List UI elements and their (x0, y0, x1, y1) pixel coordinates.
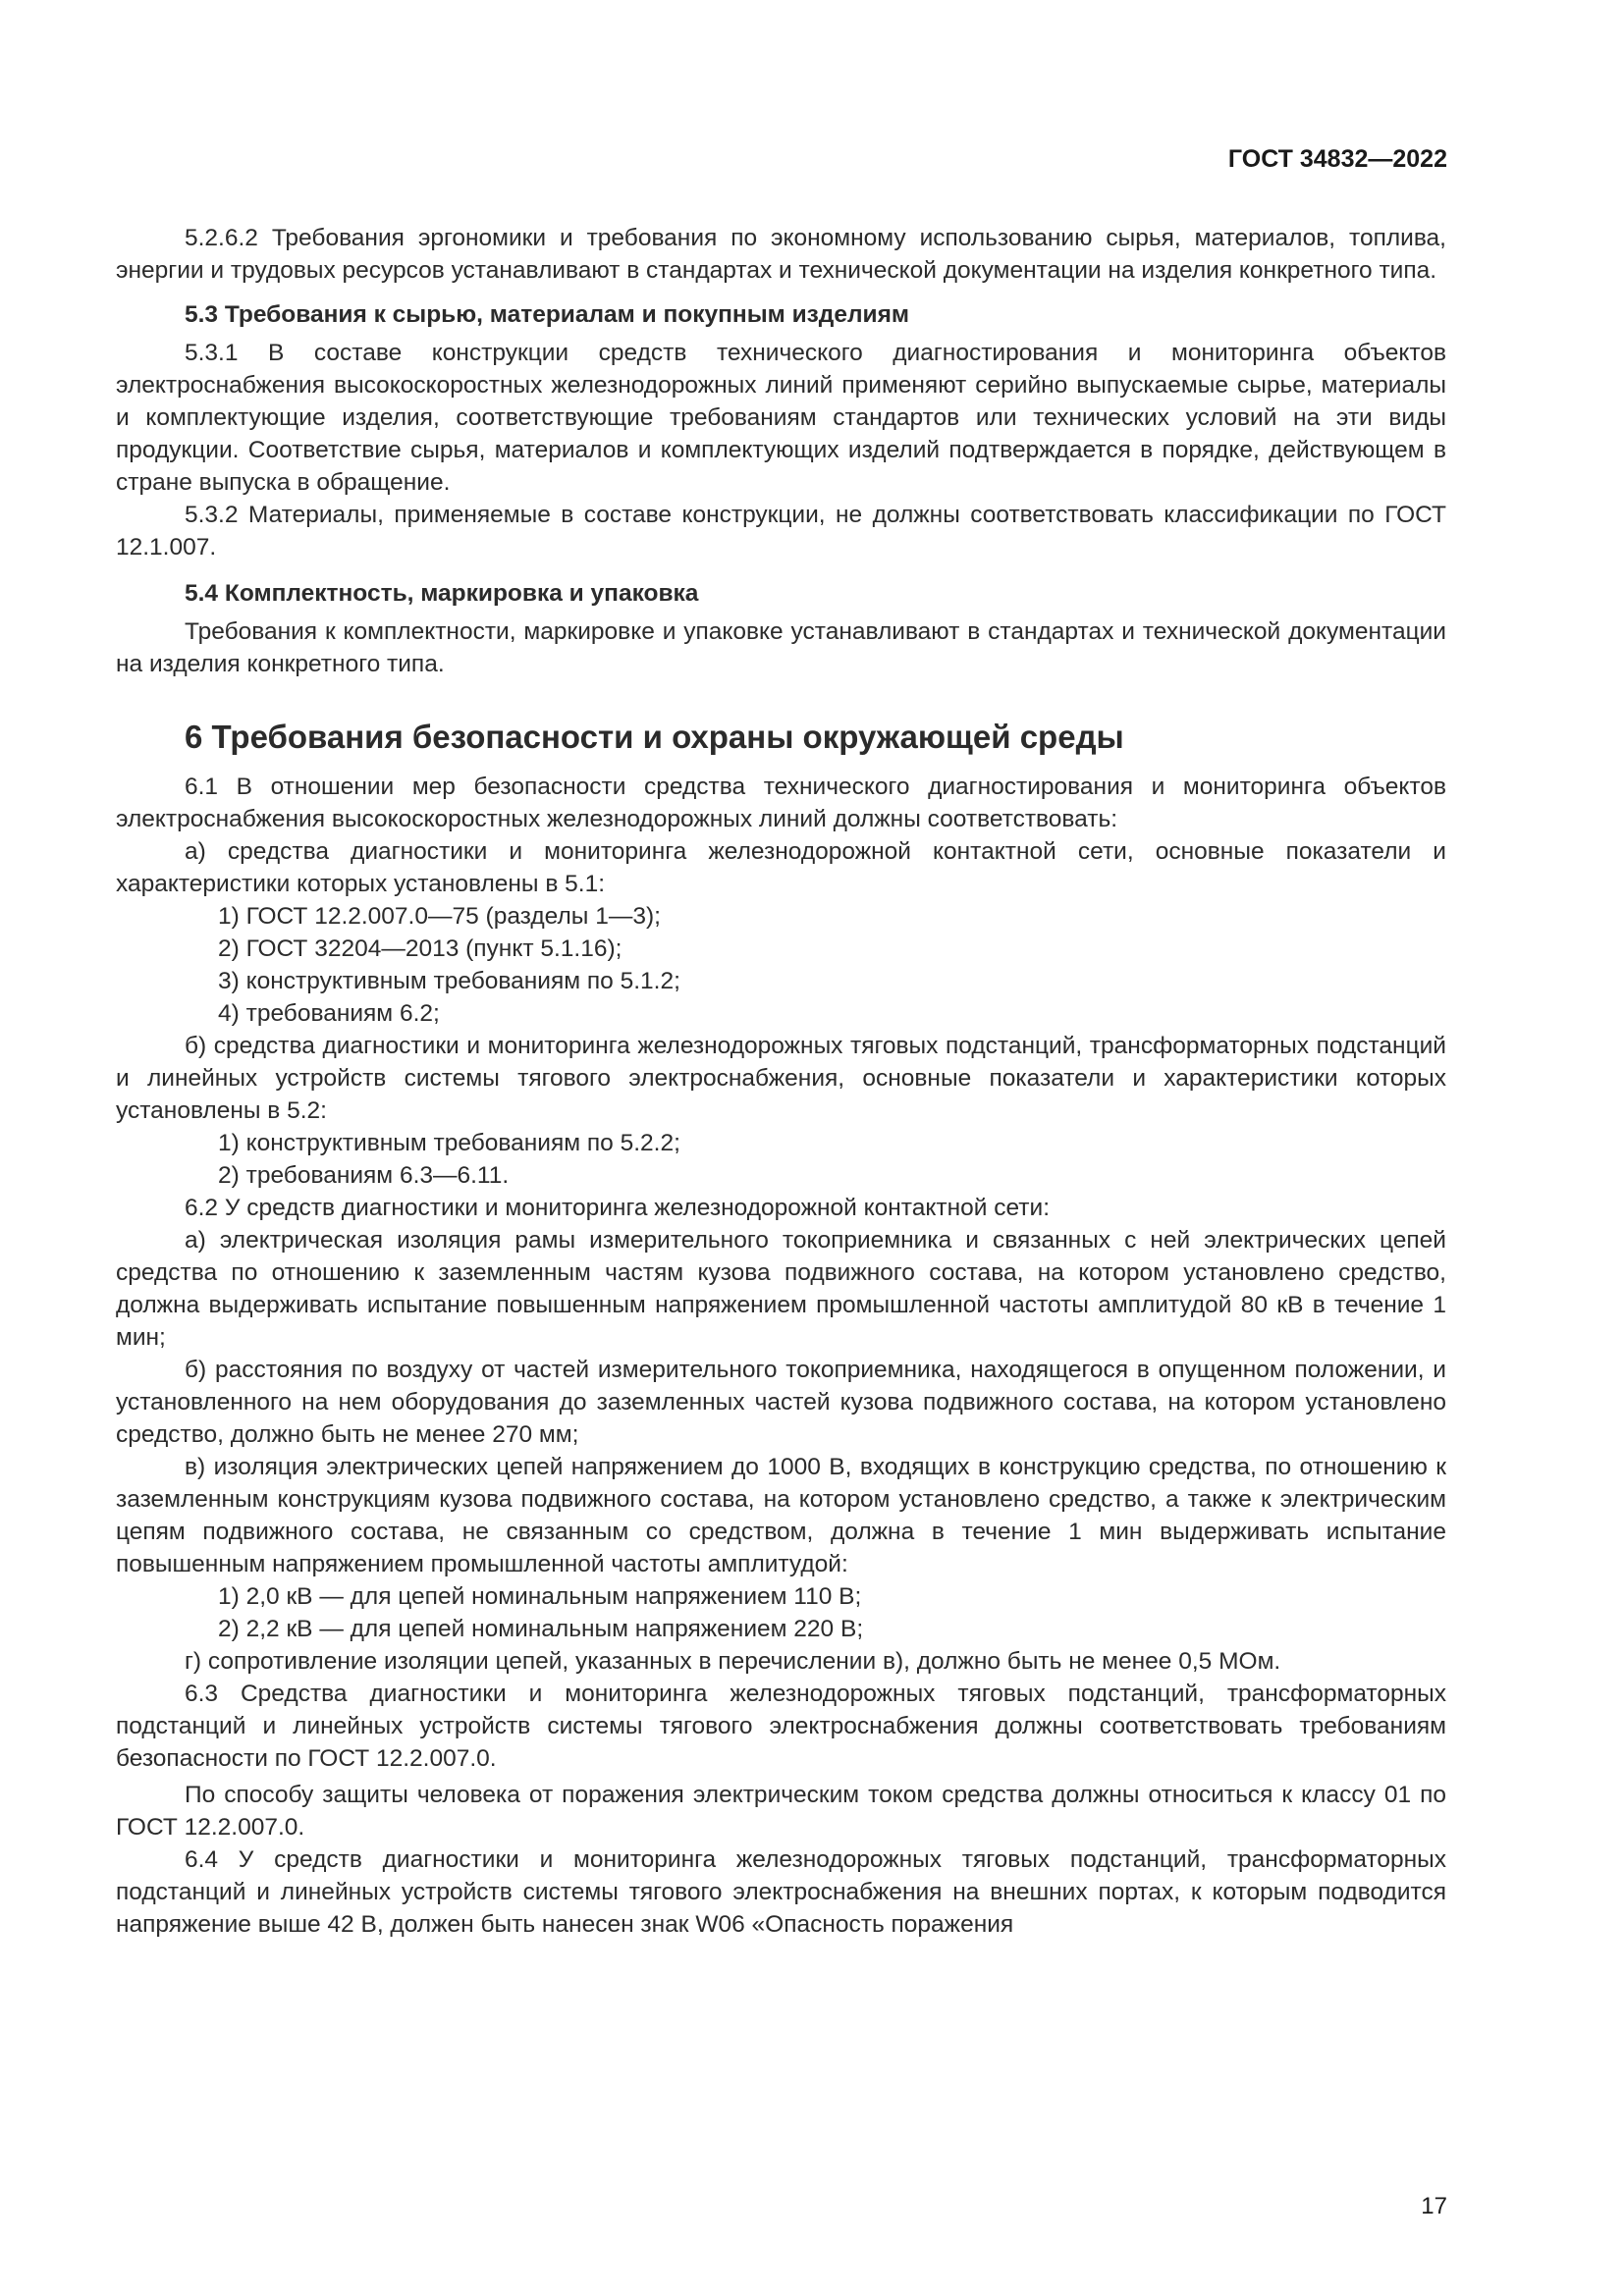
paragraph-5-2-6-2: 5.2.6.2 Требования эргономики и требования по экономному использованию сырья, материалов, топлива, энергии и трудовых ресурсов устанавливают в стандартах и технической документации на изделия конкретного типа. (116, 225, 1446, 284)
list-item-6-1-a: а) средства диагностики и мониторинга железнодорожной контактной сети, основные показатели и характеристики которых установлены в 5.1: (116, 838, 1446, 897)
paragraph-6-3: 6.3 Средства диагностики и мониторинга железнодорожных тяговых подстанций, трансформаторных подстанций и линейных устройств системы тягового электроснабжения должны соответствовать требованиям безопасности по ГОСТ 12.2.007.0. (116, 1681, 1446, 1772)
heading-5-4: 5.4 Комплектность, маркировка и упаковка (185, 580, 699, 607)
paragraph-5-3-2: 5.3.2 Материалы, применяемые в составе конструкции, не должны соответствовать классификации по ГОСТ 12.1.007. (116, 502, 1446, 561)
list-item-6-2-g: г) сопротивление изоляции цепей, указанных в перечислении в), должно быть не менее 0,5 МОм. (185, 1648, 1281, 1675)
paragraph-6-2: 6.2 У средств диагностики и мониторинга железнодорожной контактной сети: (185, 1195, 1051, 1221)
list-item: 4) требованиям 6.2; (218, 1000, 440, 1027)
paragraph-6-1: 6.1 В отношении мер безопасности средства технического диагностирования и мониторинга объектов электроснабжения высокоскоростных железнодорожных линий должны соответствовать: (116, 774, 1446, 832)
list-item: 2) 2,2 кВ — для цепей номинальным напряжением 220 В; (218, 1616, 864, 1642)
list-item-6-2-v: в) изоляция электрических цепей напряжением до 1000 В, входящих в конструкцию средства, по отношению к заземленным конструкциям кузова подвижного состава, на котором установлено средство, а также к электрическим цепям подвижного состава, не связанным со средством, должна в течение 1 мин выдерживать испытание повышенным напряжением промышленной частоты амплитудой: (116, 1454, 1446, 1577)
list-item: 1) 2,0 кВ — для цепей номинальным напряжением 110 В; (218, 1583, 862, 1610)
page-number: 17 (1421, 2193, 1447, 2219)
list-item: 2) ГОСТ 32204—2013 (пункт 5.1.16); (218, 935, 623, 962)
paragraph-5-3-1: 5.3.1 В составе конструкции средств технического диагностирования и мониторинга объектов электроснабжения высокоскоростных железнодорожных линий применяют серийно выпускаемые сырье, материалы и комплектующие изделия, соответствующие требованиям стандартов или технических условий на эти виды продукции. Соответствие сырья, материалов и комплектующих изделий подтверждается в порядке, действующем в стране выпуска в обращение. (116, 340, 1446, 496)
list-item-6-2-a: а) электрическая изоляция рамы измерительного токоприемника и связанных с ней электрических цепей средства по отношению к заземленным частям кузова подвижного состава, на котором установлено средство, должна выдерживать испытание повышенным напряжением промышленной частоты амплитудой 80 кВ в течение 1 мин; (116, 1227, 1446, 1351)
paragraph-5-4: Требования к комплектности, маркировке и упаковке устанавливают в стандартах и технической документации на изделия конкретного типа. (116, 618, 1446, 677)
list-item: 1) ГОСТ 12.2.007.0—75 (разделы 1—3); (218, 903, 661, 930)
heading-section-6: 6 Требования безопасности и охраны окружающей среды (185, 719, 1124, 755)
list-item: 3) конструктивным требованиям по 5.1.2; (218, 968, 680, 994)
paragraph-6-3-protection-class: По способу защиты человека от поражения электрическим током средства должны относиться к классу 01 по ГОСТ 12.2.007.0. (116, 1782, 1446, 1841)
page-content (116, 222, 1446, 1941)
document-code: ГОСТ 34832—2022 (1227, 145, 1447, 173)
heading-5-3: 5.3 Требования к сырью, материалам и покупным изделиям (185, 301, 910, 328)
list-item-6-2-b: б) расстояния по воздуху от частей измерительного токоприемника, находящегося в опущенном положении, и установленного на нем оборудования до заземленных частей кузова подвижного состава, на котором установлено средство, должно быть не менее 270 мм; (116, 1357, 1446, 1448)
list-item-6-1-b: б) средства диагностики и мониторинга железнодорожных тяговых подстанций, трансформаторных подстанций и линейных устройств системы тягового электроснабжения, основные показатели и характеристики которых установлены в 5.2: (116, 1033, 1446, 1124)
paragraph-6-4: 6.4 У средств диагностики и мониторинга железнодорожных тяговых подстанций, трансформаторных подстанций и линейных устройств системы тягового электроснабжения на внешних портах, к которым подводится напряжение выше 42 В, должен быть нанесен знак W06 «Опасность поражения (116, 1846, 1446, 1938)
list-item: 2) требованиям 6.3—6.11. (218, 1162, 510, 1189)
list-item: 1) конструктивным требованиям по 5.2.2; (218, 1130, 680, 1156)
